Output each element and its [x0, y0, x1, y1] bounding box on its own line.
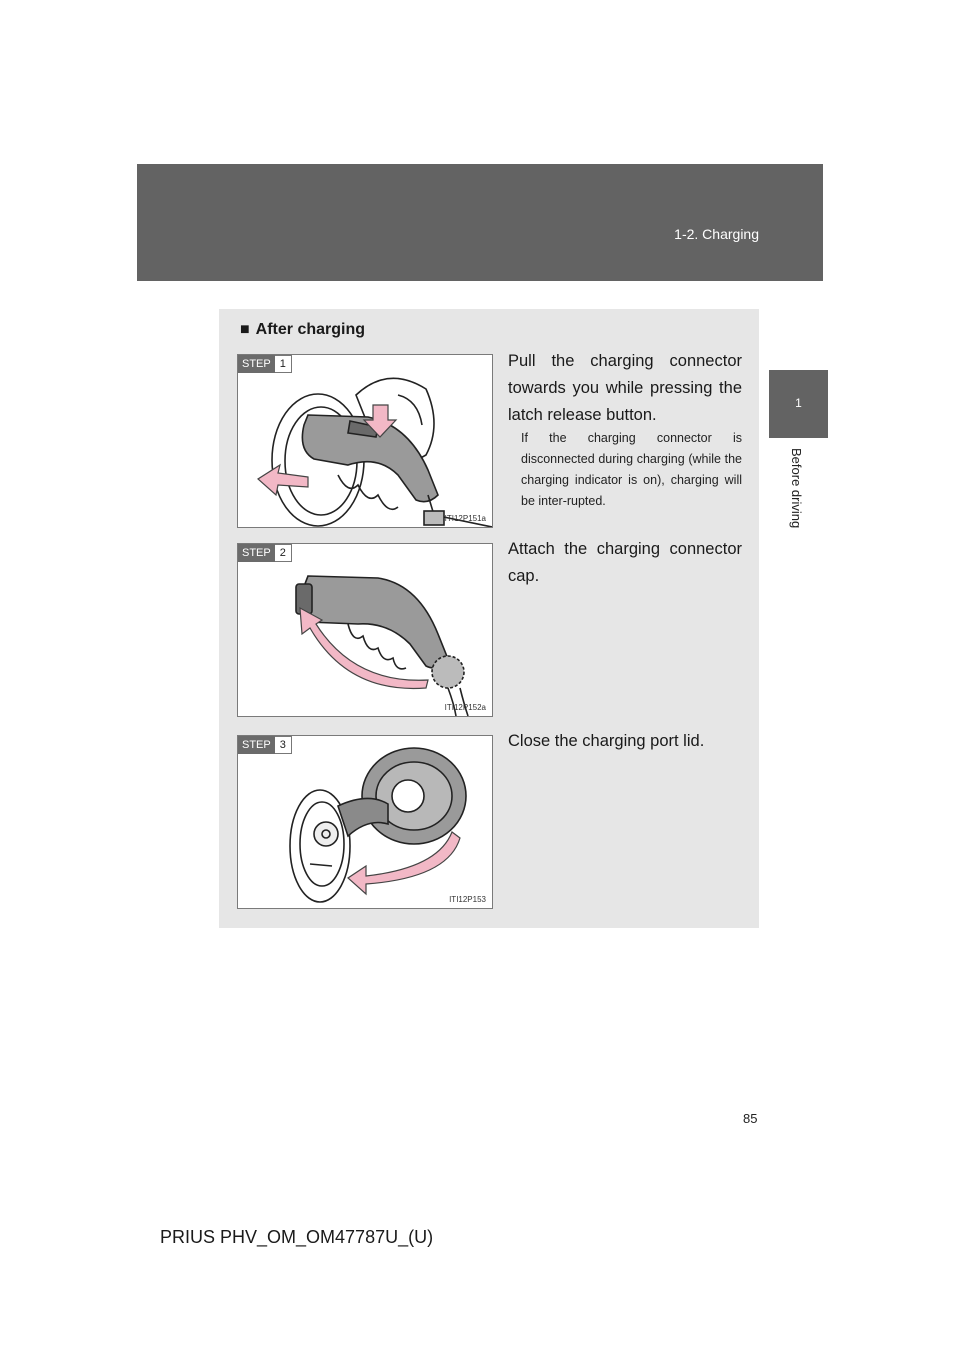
- step-3-figure: [237, 735, 493, 909]
- chapter-tab: [769, 370, 828, 438]
- close-lid-illustration: [238, 736, 492, 908]
- figure-code: ITI12P151a: [444, 514, 486, 523]
- chapter-title-label: [784, 448, 806, 588]
- step-badge: STEP 3: [238, 736, 292, 754]
- step-badge: STEP 2: [238, 544, 292, 562]
- chapter-number: 1: [795, 396, 802, 410]
- attach-cap-illustration: [238, 544, 492, 716]
- section-title-text: After charging: [255, 321, 366, 338]
- step-3-text: Close the charging port lid.: [508, 732, 705, 750]
- step-badge: STEP 1: [238, 355, 292, 373]
- figure-code: ITI12P153: [449, 895, 486, 904]
- step-2-text: Attach the charging connector cap.: [508, 540, 742, 585]
- section-title: [240, 321, 365, 339]
- section-header-title: 1-2. Charging: [674, 226, 759, 242]
- figure-code: ITI12P152a: [444, 703, 486, 712]
- page-number: 85: [743, 1111, 758, 1126]
- footer-model-code: PRIUS PHV_OM_OM47787U_(U): [160, 1227, 434, 1247]
- unplug-connector-illustration: [238, 355, 492, 527]
- header-band: [137, 164, 823, 281]
- step-1-text: Pull the charging connector towards you while pressing the latch release button.: [508, 352, 742, 424]
- step-1-note: If the charging connector is disconnected during charging (while the charging indicator is on), charging will be inter-rupted.: [521, 431, 742, 508]
- step-2-figure: [237, 543, 493, 717]
- chapter-title: Before driving: [789, 448, 804, 529]
- square-bullet-icon: ■: [240, 321, 250, 338]
- step-1-figure: [237, 354, 493, 528]
